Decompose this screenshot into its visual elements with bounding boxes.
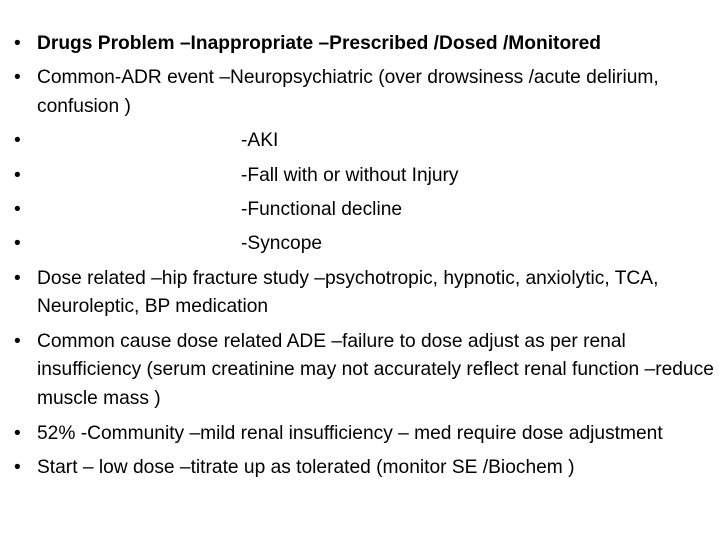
bullet-item xyxy=(14,127,714,156)
bullet-point-icon: • xyxy=(14,198,21,220)
bullet-point-icon: • xyxy=(14,330,21,352)
bullet-point-icon: • xyxy=(14,67,21,89)
bullet-point-icon: • xyxy=(14,130,21,152)
bullet-point-icon: • xyxy=(14,422,21,444)
bullet-text: Dose related –hip fracture study –psychotropic, hypnotic, anxiolytic, TCA, Neuroleptic, BP medication xyxy=(37,267,659,318)
bullet-text: Drugs Problem –Inappropriate –Prescribed /Dosed /Monitored xyxy=(37,33,602,54)
bullet-item xyxy=(14,420,714,449)
bullet-text: Common-ADR event –Neuropsychiatric (over drowsiness /acute delirium, confusion ) xyxy=(37,67,659,118)
bullet-point-icon: • xyxy=(14,33,21,54)
bullet-list xyxy=(14,30,714,488)
bullet-item xyxy=(14,230,714,259)
bullet-point-icon: • xyxy=(14,164,21,186)
bullet-text: -Syncope xyxy=(241,233,323,255)
bullet-text: Common cause dose related ADE –failure to dose adjust as per renal insufficiency (serum creatinine may not accurately reflect renal function –reduce muscle mass ) xyxy=(37,330,714,410)
bullet-text: 52% -Community –mild renal insufficiency – med require dose adjustment xyxy=(37,422,663,444)
bullet-item xyxy=(14,196,714,225)
bullet-item xyxy=(14,64,714,122)
bullet-item xyxy=(14,265,714,323)
bullet-text: Start – low dose –titrate up as tolerated (monitor SE /Biochem ) xyxy=(37,456,575,478)
bullet-item xyxy=(14,328,714,414)
bullet-item xyxy=(14,162,714,191)
bullet-item xyxy=(14,454,714,483)
bullet-text: -Functional decline xyxy=(241,198,403,220)
bullet-text: -AKI xyxy=(241,130,279,152)
bullet-text: -Fall with or without Injury xyxy=(241,164,459,186)
bullet-point-icon: • xyxy=(14,456,21,478)
bullet-item xyxy=(14,30,714,59)
bullet-point-icon: • xyxy=(14,233,21,255)
bullet-point-icon: • xyxy=(14,267,21,289)
